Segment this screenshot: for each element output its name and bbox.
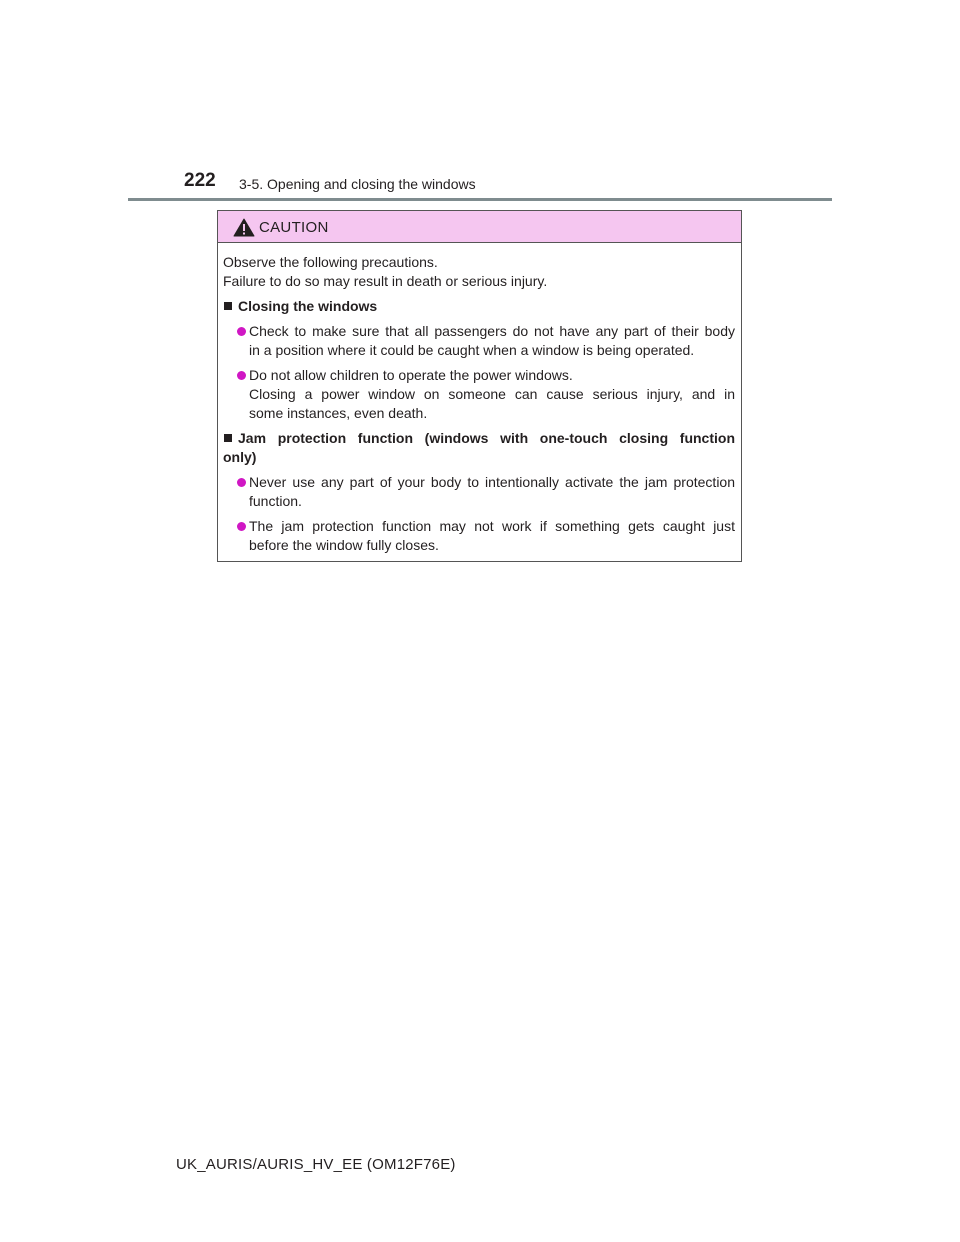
bullet-dot-icon — [237, 522, 246, 531]
caution-title: CAUTION — [259, 219, 329, 236]
bullet-line: The jam protection function may not work if something gets caught just — [249, 518, 735, 534]
bullet-line: before the window fully closes. — [249, 537, 439, 553]
warning-triangle-icon — [233, 218, 255, 237]
bullet-line: in a position where it could be caught when a window is being operated. — [249, 342, 695, 358]
square-bullet-icon — [224, 302, 232, 310]
bullet-line: Never use any part of your body to intentionally activate the jam protection — [249, 474, 735, 490]
caution-header — [218, 211, 741, 243]
bullet-item — [223, 322, 735, 360]
bullet-dot-icon — [237, 327, 246, 336]
section-closing-windows — [223, 297, 735, 423]
caution-box — [217, 210, 742, 562]
intro-line: Observe the following precautions. — [223, 254, 438, 270]
bullet-item — [223, 473, 735, 511]
bullet-line: Closing a power window on someone can cause serious injury, and in — [249, 386, 735, 402]
bullet-item — [223, 366, 735, 423]
section-heading — [223, 429, 735, 467]
section-heading — [223, 297, 735, 316]
section-title: 3-5. Opening and closing the windows — [239, 176, 476, 192]
page-number: 222 — [184, 170, 216, 191]
caution-body — [218, 243, 741, 555]
bullet-line: Check to make sure that all passengers do not have any part of their body — [249, 323, 735, 339]
section-heading-line: only) — [223, 449, 257, 465]
footer-model-code: UK_AURIS/AURIS_HV_EE (OM12F76E) — [176, 1156, 456, 1173]
section-heading-text: Closing the windows — [238, 298, 378, 314]
bullet-dot-icon — [237, 478, 246, 487]
header-rule — [128, 198, 832, 201]
bullet-line: function. — [249, 493, 302, 509]
intro-line: Failure to do so may result in death or serious injury. — [223, 273, 548, 289]
bullet-line: some instances, even death. — [249, 405, 428, 421]
bullet-item — [223, 517, 735, 555]
square-bullet-icon — [224, 434, 232, 442]
section-jam-protection — [223, 429, 735, 555]
caution-intro — [223, 253, 735, 291]
bullet-dot-icon — [237, 371, 246, 380]
section-heading-line: Jam protection function (windows with one-touch closing function — [238, 430, 735, 446]
bullet-line: Do not allow children to operate the power windows. — [249, 367, 573, 383]
